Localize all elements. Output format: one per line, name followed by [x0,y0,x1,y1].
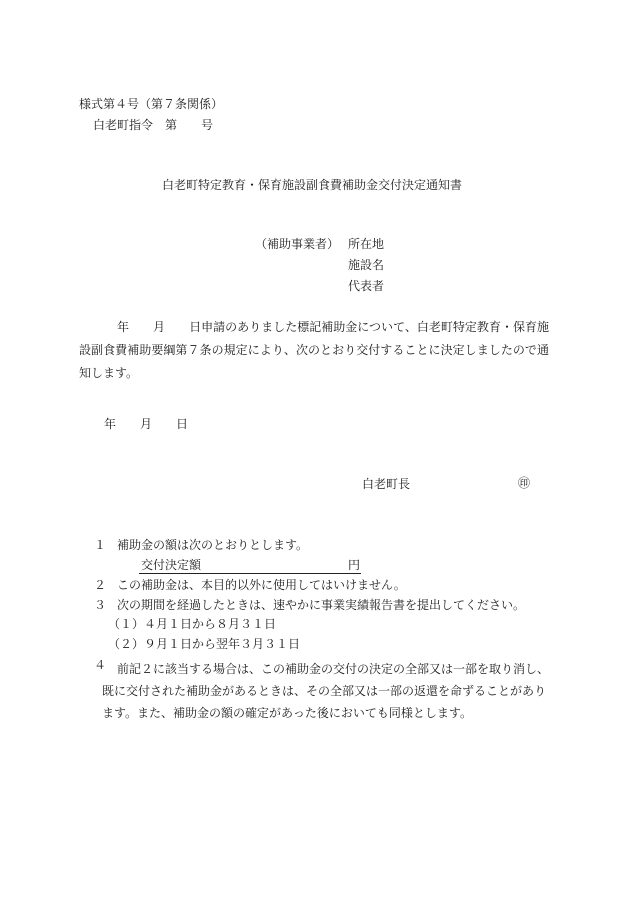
item-1-text: 補助金の額は次のとおりとします。 [117,538,309,552]
item-3-text: 次の期間を経過したときは、速やかに事業実績報告書を提出してください。 [117,598,526,612]
address-label: 所在地 [348,237,385,251]
issuer-name: 白老町長 [362,477,411,491]
item-4-number: ４ [94,658,107,672]
representative-label: 代表者 [348,279,385,293]
item-2-number: ２ [94,578,107,592]
body-paragraph: 年 月 日申請のありました標記補助金について、白老町特定教育・保育施設副食費補助要綱第７条の規定により、次のとおり交付することに決定しましたので通知します。 [79,320,549,380]
period-1: （１）４月１日から８月３１日 [108,617,277,631]
amount-label: 交付決定額 [141,558,202,572]
seal-mark: ㊞ [518,476,531,490]
item-1-number: １ [94,538,107,552]
facility-label: 施設名 [348,258,385,272]
designation-number: 白老町指令 第 号 [93,118,214,132]
period-2: （２）９月１日から翌年３月３１日 [108,637,301,651]
issue-date: 年 月 日 [104,417,189,431]
amount-unit: 円 [348,558,361,572]
item-4-text: 前記２に該当する場合は、この補助金の交付の決定の全部又は一部を取り消し、既に交付された補助金があるときは、その全部又は一部の返還を命ずることがあります。また、補助金の額の確定があった後においても同様とします。 [102,662,550,720]
form-number: 様式第４号（第７条関係） [79,97,224,111]
item-3-number: ３ [94,598,107,612]
recipient-label: （補助事業者） [255,237,340,251]
item-2-text: この補助金は、本目的以外に使用してはいけません。 [117,578,406,592]
document-title: 白老町特定教育・保育施設副食費補助金交付決定通知書 [162,178,463,192]
